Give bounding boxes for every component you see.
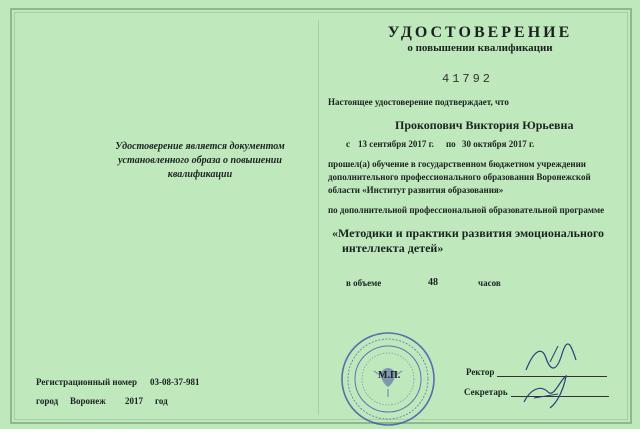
confirm-text: Настоящее удостоверение подтверждает, что: [328, 97, 509, 107]
hours-label: часов: [478, 278, 501, 288]
institution-line-2: дополнительного профессионального образования Воронежской: [328, 172, 591, 182]
volume-label: в объеме: [346, 278, 382, 288]
institution-line-1: прошел(а) обучение в государственном бюджетном учреждении: [328, 159, 586, 169]
rector-label: Ректор: [466, 367, 495, 377]
secretary-label: Секретарь: [464, 387, 508, 397]
hours-value: 48: [428, 277, 438, 288]
institution-line-3: области «Институт развития образования»: [328, 185, 504, 195]
left-note-line-2: установленного образа о повышении квалификации: [118, 155, 282, 180]
to-date: 30 октября 2017 г.: [462, 139, 535, 149]
year-value: 2017: [125, 396, 143, 406]
document-title: УДОСТОВЕРЕНИЕ: [387, 24, 573, 41]
from-date: 13 сентября 2017 г.: [358, 139, 434, 149]
to-label: по: [446, 139, 456, 149]
year-suffix: год: [155, 396, 168, 406]
from-label: с: [346, 139, 350, 149]
program-intro: по дополнительной профессиональной образовательной программе: [328, 205, 605, 215]
secretary-signature-icon: [520, 368, 580, 414]
serial-number: 41792: [442, 72, 494, 86]
holder-name: Прокопович Виктория Юрьевна: [395, 118, 574, 132]
left-note: [100, 140, 300, 182]
program-title-line-2: интеллекта детей»: [342, 241, 444, 255]
page-fold-divider: [318, 20, 319, 415]
document-subtitle: о повышении квалификации: [407, 42, 553, 54]
reg-number-value: 03-08-37-981: [150, 377, 200, 387]
city-value: Воронеж: [70, 396, 106, 406]
city-label: город: [36, 396, 59, 406]
seal-label: М.П.: [378, 370, 401, 381]
left-note-line-1: Удостоверение является документом: [115, 141, 285, 152]
reg-number-label: Регистрационный номер: [36, 377, 138, 387]
program-title-line-1: «Методики и практики развития эмоционального: [332, 226, 605, 240]
